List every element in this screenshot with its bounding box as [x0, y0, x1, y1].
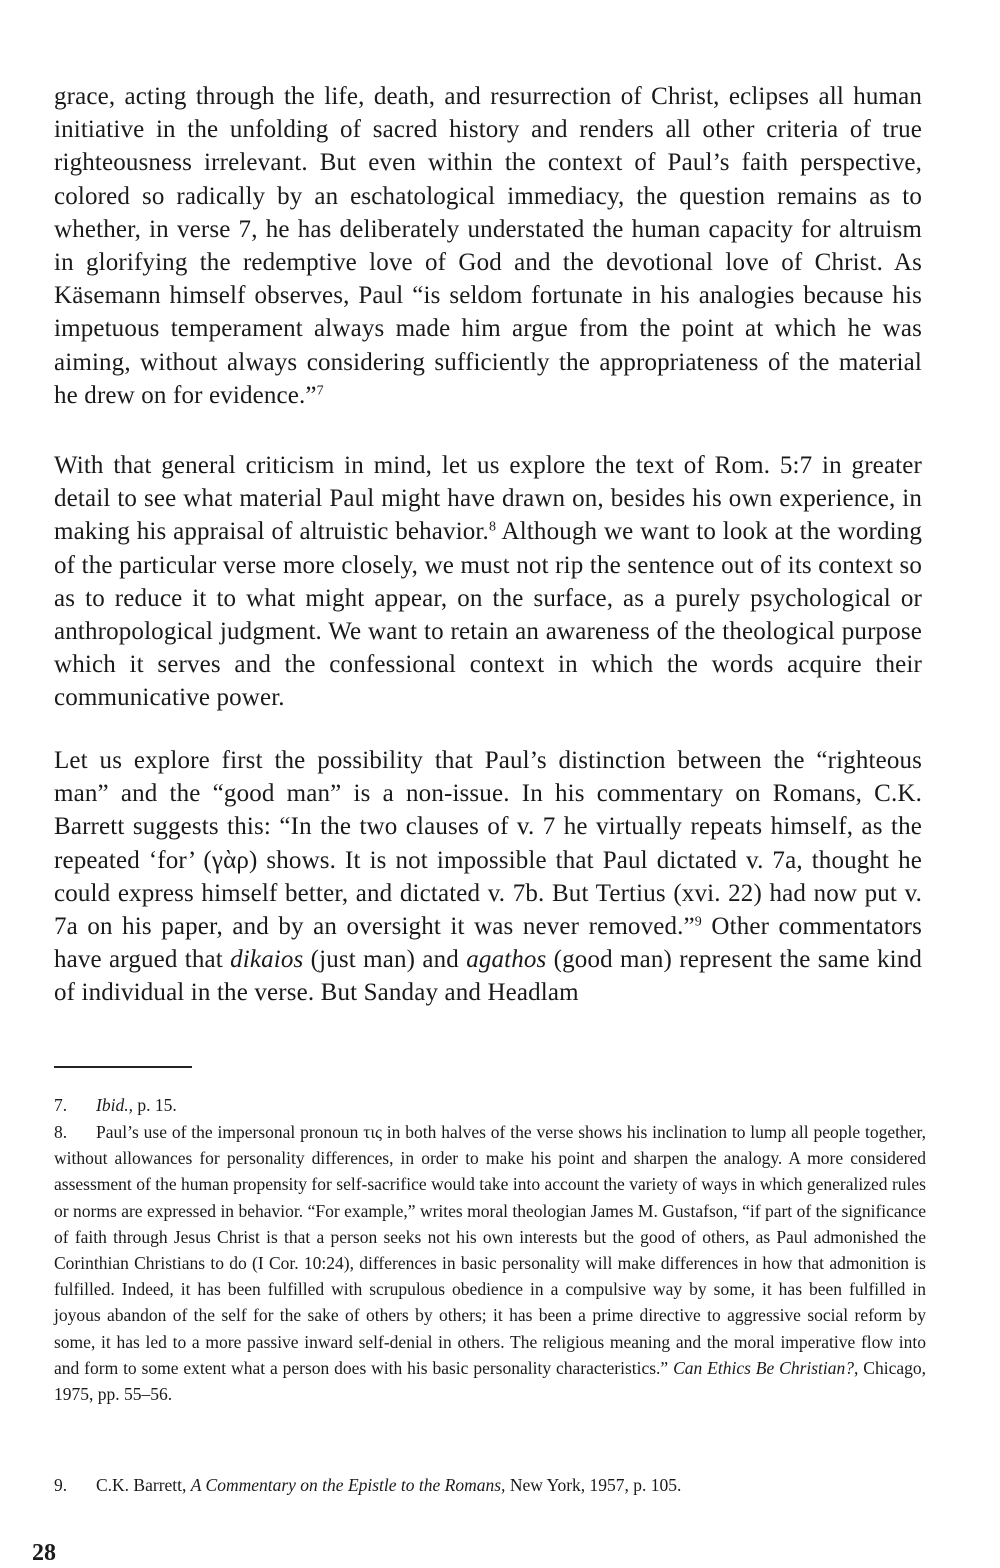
paragraph-2-text-a: With that general criticism in mind, let us explore the text of Rom. 5:7 in greater detail to see what material Paul might have drawn on, besides his own experience, in making his appraisal of altruistic behavior. — [54, 452, 922, 546]
term-dikaios: dikaios — [230, 946, 304, 974]
footnote-8-citation: , Chicago, 1975, pp. 55–56. — [54, 1357, 926, 1405]
footnote-divider — [54, 1066, 192, 1068]
paragraph-3-text-b: Other commentators have argued that — [54, 913, 922, 974]
footnote-7-number: 7. — [54, 1095, 68, 1115]
footnote-7 — [54, 1092, 177, 1118]
paragraph-3-text-a: Let us explore first the possibility that Paul’s distinction between the “righteous man” and the “good man” is a non-issue. In his commentary on Romans, C.K. Barrett suggests this: “In the two clauses of v. 7 he virtually repeats himself, as the repeated ‘for’ (γὰρ) shows. It is not impossible that Paul dictated v. 7a, thought he could express himself better, and dictated v. 7b. But Tertius (xvi. 22) had now put v. 7a on his paper, and by an oversight it was never removed.” — [54, 747, 922, 941]
footnote-ref-8: 8 — [488, 520, 497, 536]
paragraph-1 — [54, 80, 922, 412]
footnote-8-text: Paul’s use of the impersonal pronoun τις in both halves of the verse shows his inclination to lump all people together, without allowances for personality differences, in order to make his point and sharpen the analogy. A more considered assessment of the human propensity for self-sacrifice would take into account the variety of ways in which generalized rules or norms are expressed in behavior. “For example,” writes moral theologian James M. Gustafson, “if part of the significance of faith through Jesus Christ is that a person seeks not his own interests but the good of others, as Paul admonished the Corinthian Christians to do (I Cor. 10:24), differences in basic personality will make differences in how that admonition is fulfilled. Indeed, it has been fulfilled with scrupulous obedience in a compulsive way by some, it has been fulfilled in joyous abandon of the self for the sake of others by others; it has been a prime directive to aggressive social reform by some, it has led to a more passive inward self-denial in others. The religious meaning and the moral imperative flow into and form to some extent what a person does with his basic personality characteristics.” — [54, 1122, 926, 1378]
footnote-8 — [54, 1119, 926, 1407]
footnote-7-ibid: Ibid., — [96, 1095, 133, 1115]
footnote-9-author: C.K. Barrett, — [96, 1475, 191, 1495]
footnote-8-book-title: Can Ethics Be Christian? — [673, 1357, 855, 1378]
paragraph-3 — [54, 744, 922, 1010]
footnote-9-number: 9. — [54, 1475, 68, 1495]
paragraph-2-text-b: Although we want to look at the wording of the particular verse more closely, we must not rip the sentence out of its context so as to reduce it to what might appear, on the surface, as a purely psychological or anthropological judgment. We want to retain an awareness of the theological purpose which it serves and the confessional context in which the words acquire their communicative power. — [54, 518, 922, 712]
footnote-9 — [54, 1472, 681, 1498]
footnote-ref-9: 9 — [694, 914, 702, 930]
paragraph-3-text-c: (just man) and — [303, 946, 467, 974]
paragraph-2 — [54, 449, 922, 715]
page-number: 28 — [32, 1540, 56, 1566]
footnote-9-citation: New York, 1957, p. 105. — [505, 1475, 682, 1495]
footnote-ref-7: 7 — [316, 383, 324, 399]
paragraph-3-text-d: (good man) represent the same kind of individual in the verse. But Sanday and Headlam — [54, 946, 923, 1007]
term-agathos: agathos — [466, 946, 547, 974]
footnote-8-number: 8. — [54, 1122, 68, 1142]
footnote-7-text: p. 15. — [132, 1095, 177, 1115]
paragraph-1-text: grace, acting through the life, death, and resurrection of Christ, eclipses all human initiative in the unfolding of sacred history and renders all other criteria of true righteousness irrelevant. But even within the context of Paul’s faith perspective, colored so radically by an eschatological immediacy, the question remains as to whether, in verse 7, he has deliberately understated the human capacity for altruism in glorifying the redemptive love of God and the devotional love of Christ. As Käsemann himself observes, Paul “is seldom fortunate in his analogies because his impetuous temperament always made him argue from the point at which he was aiming, without always considering sufficiently the appropriateness of the material he drew on for evidence.” — [54, 83, 922, 409]
footnote-9-book-title: A Commentary on the Epistle to the Romans, — [190, 1475, 506, 1495]
